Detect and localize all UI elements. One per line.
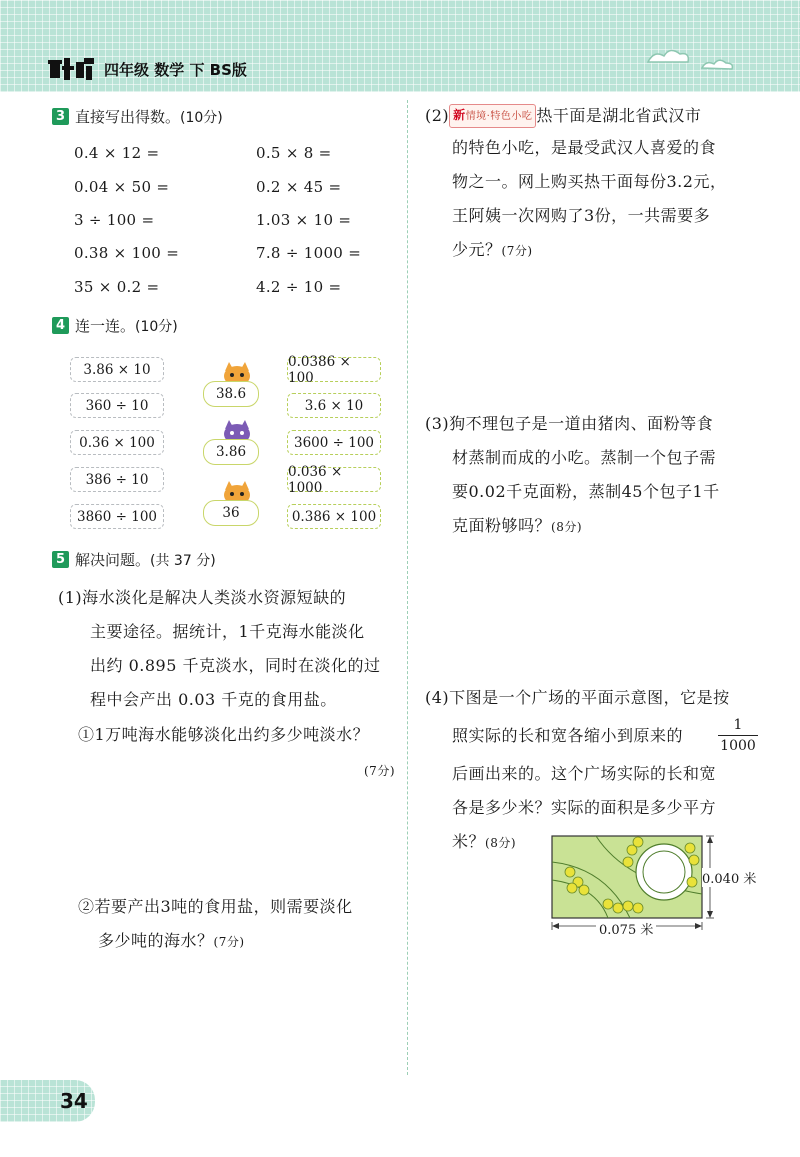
question-1-sub-2-line: 多少吨的海水？(7分) [98, 931, 245, 950]
question-3-line: (3)狗不理包子是一道由猪肉、面粉等食 [425, 414, 714, 433]
expression-item: 4.2 ÷ 10 = [256, 278, 342, 296]
section-title: 连一连。 [75, 317, 136, 335]
question-3-line: 要0.02千克面粉，蒸制45个包子1千 [452, 482, 720, 501]
cloud-decoration-icon [640, 38, 750, 78]
question-4-line: 后画出来的。这个广场实际的长和宽 [452, 764, 717, 783]
width-label: 0.075 米 [596, 919, 656, 938]
question-4-line: 照实际的长和宽各缩小到原来的 [452, 726, 684, 745]
page-header [0, 0, 800, 92]
question-2-line: 少元？(7分) [452, 240, 533, 259]
match-middle-item[interactable] [203, 419, 273, 469]
expression-item: 0.5 × 8 = [256, 144, 332, 162]
section-title: 解决问题。 [75, 551, 151, 569]
section-number: 5 [52, 551, 69, 568]
match-left-item[interactable]: 3.86 × 10 [70, 357, 164, 382]
expression-item: 3 ÷ 100 = [74, 211, 155, 229]
section-title: 直接写出得数。 [75, 108, 181, 126]
match-left-item[interactable]: 0.36 × 100 [70, 430, 164, 455]
page-number: 34 [60, 1089, 88, 1113]
expression-item: 1.03 × 10 = [256, 211, 352, 229]
expression-item: 0.04 × 50 = [74, 178, 170, 196]
section-4-heading [52, 315, 178, 336]
question-1-line: (1)海水淡化是解决人类淡水资源短缺的 [58, 588, 347, 607]
question-3-line: 材蒸制而成的小吃。蒸制一个包子需 [452, 448, 717, 467]
expression-item: 7.8 ÷ 1000 = [256, 244, 362, 262]
expression-item: 0.38 × 100 = [74, 244, 180, 262]
question-4-line: 各是多少米？实际的面积是多少平方 [452, 798, 717, 817]
header-title: 四年级 数学 下 BS版 [104, 61, 247, 79]
match-left-item[interactable]: 3860 ÷ 100 [70, 504, 164, 529]
match-left-item[interactable]: 360 ÷ 10 [70, 393, 164, 418]
question-1-line: 程中会产出 0.03 千克的食用盐。 [90, 690, 337, 709]
column-divider [407, 100, 408, 1075]
expression-item: 0.2 × 45 = [256, 178, 342, 196]
match-right-item[interactable]: 3.6 × 10 [287, 393, 381, 418]
section-5-heading [52, 549, 216, 570]
section-3-heading [52, 106, 223, 127]
question-1-sub-2-line: ②若要产出3吨的食用盐，则需要淡化 [78, 897, 353, 916]
question-2-line: 物之一。网上购买热干面每份3.2元， [452, 172, 727, 191]
section-score: (共 37 分) [150, 552, 216, 569]
match-middle-item[interactable] [203, 361, 273, 411]
question-1-line: 主要途径。据统计，1千克海水能淡化 [90, 622, 365, 641]
value-plaque: 36 [203, 500, 259, 526]
question-4-line: 米？(8分) [452, 832, 517, 851]
match-right-item[interactable]: 0.036 × 1000 [287, 467, 381, 492]
question-2-line: 王阿姨一次网购了3份，一共需要多 [452, 206, 711, 225]
question-2-number: (2) [425, 106, 450, 125]
section-score: (10分) [135, 318, 178, 335]
expression-item: 0.4 × 12 = [74, 144, 160, 162]
fraction: 1 1000 [718, 716, 758, 755]
value-plaque: 3.86 [203, 439, 259, 465]
section-number: 3 [52, 108, 69, 125]
match-left-item[interactable]: 386 ÷ 10 [70, 467, 164, 492]
section-number: 4 [52, 317, 69, 334]
question-2-line: (2) 新情境·特色小吃 热干面是湖北省武汉市 [425, 104, 701, 128]
height-label: 0.040 米 [702, 868, 756, 887]
brand-logo-icon [48, 56, 96, 82]
question-3-line: 克面粉够吗？(8分) [452, 516, 583, 535]
match-middle-item[interactable] [203, 480, 273, 530]
match-right-item[interactable]: 3600 ÷ 100 [287, 430, 381, 455]
question-2-line: 的特色小吃，是最受武汉人喜爱的食 [452, 138, 717, 157]
question-4-line: (4)下图是一个广场的平面示意图，它是按 [425, 688, 730, 707]
question-1-sub-1-score: (7分) [364, 764, 395, 778]
scenario-badge: 新情境·特色小吃 [449, 104, 536, 128]
value-plaque: 38.6 [203, 381, 259, 407]
question-1-line: 出约 0.895 千克淡水，同时在淡化的过 [90, 656, 381, 675]
expression-item: 35 × 0.2 = [74, 278, 160, 296]
question-1-sub-1: ①1万吨海水能够淡化出约多少吨淡水？ [78, 725, 370, 744]
match-right-item[interactable]: 0.386 × 100 [287, 504, 381, 529]
match-right-item[interactable]: 0.0386 × 100 [287, 357, 381, 382]
section-score: (10分) [180, 109, 223, 126]
